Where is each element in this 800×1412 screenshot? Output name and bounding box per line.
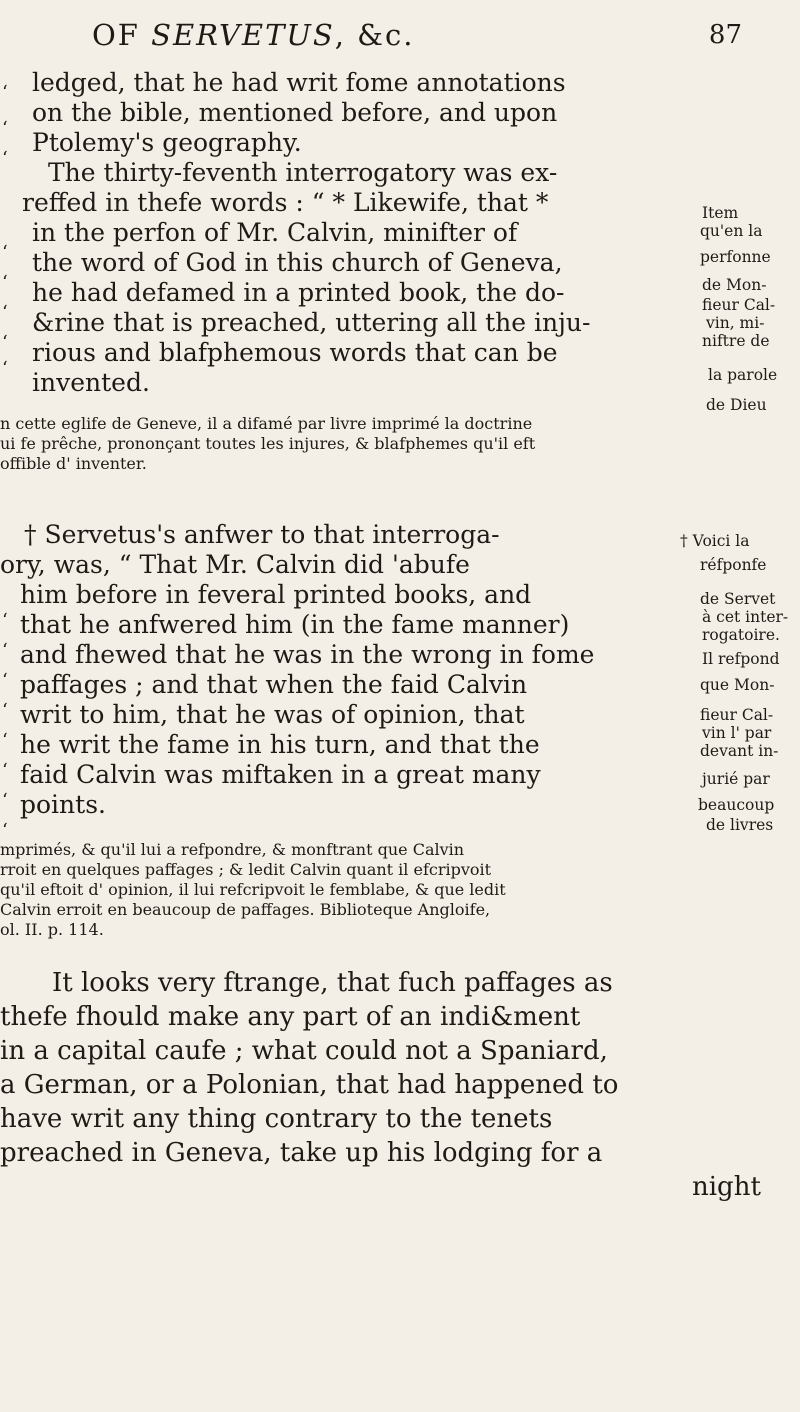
footnote-line: rroit en quelques paffages ; & ledit Calvin quant il efcripvoit — [0, 860, 492, 879]
text-line: he writ the fame in his turn, and that the — [20, 730, 540, 759]
margin-note-line: fieur Cal- — [700, 706, 774, 724]
text-line: faid Calvin was miftaken in a great many — [20, 760, 541, 789]
quote-mark: ‘ — [2, 610, 8, 631]
margin-note-line: à cet inter- — [702, 608, 789, 626]
margin-note-line: vin l' par — [702, 724, 772, 742]
quote-mark: ‘ — [2, 700, 8, 721]
text-line: It looks very ftrange, that fuch paffages as — [52, 968, 613, 998]
text-line: Ptolemy's geography. — [32, 128, 302, 157]
text-line: in the perfon of Mr. Calvin, minifter of — [32, 218, 518, 247]
text-line: ledged, that he had writ fome annotations — [32, 68, 566, 97]
text-line: thefe fhould make any part of an indi&ment — [0, 1002, 581, 1032]
margin-note-line: devant in- — [700, 742, 779, 760]
footnote-line: ol. II. p. 114. — [0, 920, 104, 939]
margin-note-line: fieur Cal- — [702, 296, 776, 314]
running-head — [92, 18, 414, 52]
text-line: the word of God in this church of Geneva, — [32, 248, 563, 277]
text-line: that he anfwered him (in the fame manner) — [20, 610, 570, 639]
margin-note-line: beaucoup — [698, 796, 775, 814]
text-line: invented. — [32, 368, 150, 397]
quote-mark: ‘ — [2, 302, 8, 323]
footnote-line: Calvin erroit en beaucoup de paffages. Biblioteque Angloife, — [0, 900, 491, 919]
quote-mark: ‘ — [2, 358, 8, 379]
quote-mark: ‘ — [2, 148, 8, 169]
quote-mark: ‘ — [2, 730, 8, 751]
text-line: a German, or a Polonian, that had happened to — [0, 1070, 619, 1100]
quote-mark: ‘ — [2, 242, 8, 263]
margin-note-line: Il refpond — [702, 650, 780, 668]
margin-note-line: de Mon- — [702, 276, 767, 294]
quote-mark: ‘ — [2, 670, 8, 691]
margin-note-line: la parole — [708, 366, 778, 384]
quote-mark: ‘ — [2, 790, 8, 811]
text-line: in a capital caufe ; what could not a Spaniard, — [0, 1036, 608, 1066]
text-line: points. — [20, 790, 106, 819]
text-line: † Servetus's anfwer to that interroga- — [24, 520, 500, 549]
quote-mark: ‘ — [2, 820, 8, 841]
margin-note-line: vin, mi- — [706, 314, 765, 332]
text-line: reffed in thefe words : “ * Likewife, that * — [22, 188, 549, 217]
text-line: on the bible, mentioned before, and upon — [32, 98, 558, 127]
footnote-line: ui fe prêche, prononçant toutes les injures, & blafphemes qu'il eft — [0, 434, 536, 453]
quote-mark: ‘ — [2, 332, 8, 353]
text-line: paffages ; and that when the faid Calvin — [20, 670, 528, 699]
running-head-name: SERVETUS — [151, 18, 335, 52]
quote-mark: ‘ — [2, 82, 8, 103]
quote-mark: ‘ — [2, 272, 8, 293]
quote-mark: ‘ — [2, 118, 8, 139]
running-head-prefix: OF — [92, 18, 140, 52]
footnote-line: offible d' inventer. — [0, 454, 147, 473]
margin-note-line: † Voici la — [680, 532, 750, 550]
margin-note-line: jurié par — [702, 770, 770, 788]
quote-mark: ‘ — [2, 760, 8, 781]
margin-note-line: perfonne — [700, 248, 771, 266]
text-line: writ to him, that he was of opinion, that — [20, 700, 525, 729]
catchword: night — [692, 1172, 761, 1202]
footnote-line: mprimés, & qu'il lui a refpondre, & monftrant que Calvin — [0, 840, 465, 859]
text-line: ory, was, “ That Mr. Calvin did 'abufe — [0, 550, 470, 579]
text-line: preached in Geneva, take up his lodging for a — [0, 1138, 603, 1168]
margin-note-line: niftre de — [702, 332, 770, 350]
text-line: him before in feveral printed books, and — [20, 580, 532, 609]
margin-note-line: rogatoire. — [702, 626, 780, 644]
running-head-suffix: , &c. — [334, 18, 415, 52]
text-line: have writ any thing contrary to the tenets — [0, 1104, 553, 1134]
margin-note-line: Item — [702, 204, 739, 222]
text-line: &rine that is preached, uttering all the inju- — [32, 308, 591, 337]
margin-note-line: que Mon- — [700, 676, 775, 694]
margin-note-line: de livres — [706, 816, 774, 834]
page-header — [92, 18, 742, 64]
footnote-line: qu'il eftoit d' opinion, il lui refcripvoit le femblabe, & que ledit — [0, 880, 506, 899]
text-line: The thirty-feventh interrogatory was ex- — [48, 158, 558, 187]
margin-note-line: réfponfe — [700, 556, 767, 574]
page-number: 87 — [708, 20, 742, 50]
text-line: he had defamed in a printed book, the do- — [32, 278, 565, 307]
quote-mark: ‘ — [2, 640, 8, 661]
margin-note-line: de Dieu — [706, 396, 767, 414]
text-line: rious and blafphemous words that can be — [32, 338, 558, 367]
margin-note-line: qu'en la — [700, 222, 763, 240]
text-line: and fhewed that he was in the wrong in fome — [20, 640, 595, 669]
margin-note-line: de Servet — [700, 590, 776, 608]
footnote-line: n cette eglife de Geneve, il a difamé par livre imprimé la doctrine — [0, 414, 533, 433]
